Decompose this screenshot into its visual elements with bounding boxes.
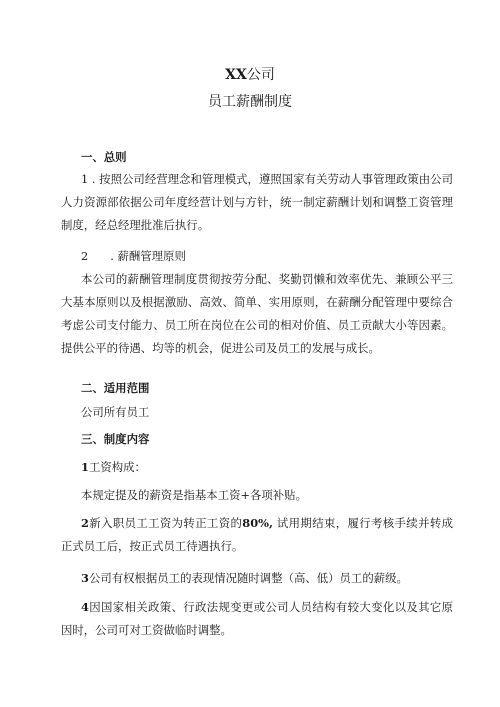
section-1-heading: 一、总则 <box>81 150 127 164</box>
section-1-item-1: 1 . 按照公司经营理念和管理模式，遵照国家有关劳动人事管理政策由公司人力资源部依据公司年度经营计划与方针，统一制定薪酬计划和调整工资管理制度，经总经理批准后执行。 <box>61 172 453 232</box>
company-prefix: XX <box>225 67 247 83</box>
item-2-percent: 80%, <box>242 516 273 530</box>
section-2-heading: 二、适用范围 <box>81 381 150 395</box>
section-3-item-3 <box>61 567 453 590</box>
company-suffix: 公司 <box>246 67 275 83</box>
section-3-heading: 三、制度内容 <box>81 432 150 446</box>
item-3-text: 公司有权根据员工的表现情况随时调整（高、低）员工的薪级。 <box>88 571 408 585</box>
section-3-item-2 <box>61 512 453 558</box>
item-2-text-b: 试用期结束，履行考核手续并转成正式员工后，按正式员工待遇执行。 <box>61 516 453 553</box>
item-2-number: 2 <box>81 249 89 263</box>
item-1-title: 工资构成： <box>88 460 146 474</box>
section-3-item-4 <box>61 596 453 642</box>
item-2-title: . 薪酬管理原则 <box>110 249 186 263</box>
item-4-num: 4 <box>81 600 89 614</box>
section-2-body: 公司所有员工 <box>81 405 150 419</box>
section-1-item-2-title <box>81 245 473 268</box>
section-3-item-1-body: 本规定提及的薪资是指基本工资+各项补贴。 <box>81 488 307 502</box>
item-2-num: 2 <box>81 516 89 530</box>
company-name <box>0 66 500 84</box>
section-3-item-1-title <box>61 456 453 479</box>
item-3-num: 3 <box>81 571 89 585</box>
section-1-item-2-body: 本公司的薪酬管理制度贯彻按劳分配、奖勤罚懒和效率优先、兼顾公平三大基本原则以及根据激励、高效、简单、实用原则，在薪酬分配管理中要综合考虑公司支付能力、员工所在岗位在公司的相对价值、员工贡献大小等因素。提供公平的待遇、均等的机会，促进公司及员工的发展与成长。 <box>61 272 453 355</box>
document-title: 员工薪酬制度 <box>208 94 292 110</box>
item-2-text-a: 新入职员工工资为转正工资的 <box>88 516 243 530</box>
item-4-text: 因国家相关政策、行政法规变更或公司人员结构有较大变化以及其它原因时，公司可对工资做临时调整。 <box>61 600 453 637</box>
item-1-number: 1 <box>81 460 89 474</box>
